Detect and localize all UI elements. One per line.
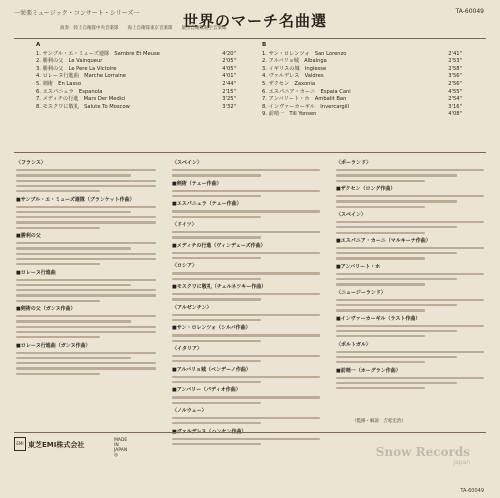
text-line — [172, 298, 261, 300]
text-line — [336, 200, 457, 202]
text-line — [336, 382, 457, 384]
text-line — [336, 226, 457, 228]
track-duration: 2'53" — [448, 58, 462, 65]
text-line — [336, 356, 457, 358]
track-duration: 3'16" — [448, 103, 462, 110]
track-row — [36, 104, 236, 112]
text-line — [16, 242, 156, 244]
side-b-label: B — [262, 42, 267, 48]
note-heading: ■エスパニア・カーニ（マルキーナ作曲） — [336, 237, 431, 244]
text-line — [172, 402, 261, 404]
note-heading: 〈イタリア〉 — [172, 345, 203, 352]
track-row — [36, 58, 236, 66]
liner-notes-column-2 — [172, 158, 320, 435]
text-line — [16, 169, 156, 171]
label-brand: 東芝EMI株式会社 — [28, 441, 85, 449]
text-line — [336, 206, 425, 208]
text-line — [172, 293, 320, 295]
text-line — [16, 221, 156, 223]
note-heading: ■ザクセン（ロング作曲） — [336, 185, 396, 192]
watermark-country: japan — [453, 459, 470, 466]
watermark — [376, 445, 470, 466]
note-heading: 〈フランス〉 — [16, 160, 46, 166]
track-duration: 2'54" — [448, 96, 462, 103]
text-line — [172, 169, 320, 171]
text-line — [336, 304, 457, 306]
text-line — [16, 263, 100, 265]
track-title: 5. 剣術 En Lasso — [36, 80, 82, 87]
track-title: 7. メディチの行進 Mars Der Medici — [36, 96, 126, 103]
track-duration: 2'41" — [448, 50, 462, 57]
text-line — [172, 319, 261, 321]
note-heading: ■剣術（テュー作曲） — [172, 180, 222, 187]
note-heading: 〈ニュージーランド〉 — [336, 289, 386, 296]
track-duration: 2'15" — [222, 88, 236, 95]
text-line — [172, 190, 320, 192]
text-line — [16, 315, 156, 317]
text-line — [336, 361, 425, 363]
track-duration: 4'55" — [448, 88, 462, 95]
note-heading: 〈ドイツ〉 — [172, 221, 197, 228]
note-heading: ■サン・ロレンツォ（シルバ作曲） — [172, 325, 251, 332]
text-line — [16, 247, 131, 249]
text-line — [336, 221, 484, 223]
track-row — [36, 81, 236, 89]
text-line — [172, 252, 320, 254]
text-line — [172, 195, 261, 197]
text-line — [172, 210, 320, 212]
series-label: 一栄楽ミュージック・コンサート・シリーズ一 — [14, 10, 140, 17]
text-line — [172, 443, 261, 445]
track-title: 7. アンバリート・ホ Ambalit Ban — [262, 96, 347, 103]
text-line — [172, 334, 320, 336]
text-line — [16, 300, 100, 302]
track-duration: 4'05" — [222, 65, 236, 72]
text-line — [16, 331, 156, 333]
text-line — [16, 357, 131, 359]
track-duration: 3'32" — [222, 103, 236, 110]
divider — [14, 38, 486, 39]
track-row — [262, 111, 462, 119]
made-in-japan: MADE IN JAPAN ◎ — [114, 438, 128, 458]
track-row — [36, 73, 236, 81]
text-line — [16, 174, 131, 176]
text-line — [16, 216, 156, 218]
note-heading: ■勝利の父 — [16, 233, 41, 239]
track-title: 3. 勝利の父 Le Pere La Victoire — [36, 65, 117, 72]
track-title: 1. サンブル・エ・ミューズ連隊 Sambre Et Meuse — [36, 50, 160, 57]
text-line — [16, 294, 156, 296]
note-heading: ■ヴァルデレス（ハンセン作曲） — [172, 428, 247, 435]
text-line — [336, 180, 425, 182]
text-line — [336, 232, 425, 234]
note-heading: 〈ポルトガル〉 — [336, 341, 371, 348]
text-line — [16, 206, 156, 208]
track-title: 2. 勝利の父 Le Vainqueur — [36, 58, 103, 65]
text-line — [16, 336, 100, 338]
note-heading: 〈スペイン〉 — [172, 160, 203, 166]
text-line — [16, 190, 100, 192]
text-line — [336, 278, 457, 280]
performers-line: 演奏：陸上自衛隊中央音楽隊 海上自衛隊東京音楽隊 航空自衛隊航空音楽隊 — [60, 26, 227, 31]
text-line — [336, 169, 484, 171]
note-heading: 〈ポーランド〉 — [336, 160, 372, 166]
note-heading: 〈アルゼンチン〉 — [172, 304, 212, 311]
note-heading: 〈ノルウェー〉 — [172, 407, 207, 414]
note-heading: ■エスパニェラ（テュー作曲） — [172, 201, 242, 208]
note-heading: ■インヴァーカーギル（ラスト作曲） — [336, 315, 421, 322]
text-line — [16, 227, 100, 229]
text-line — [172, 257, 261, 259]
note-heading: ■剣術の父（ガンヌ作曲） — [16, 306, 76, 312]
text-line — [16, 211, 131, 213]
text-line — [172, 360, 261, 362]
text-line — [16, 258, 156, 260]
text-line — [172, 278, 261, 280]
text-line — [172, 314, 320, 316]
liner-notes-column-1 — [16, 158, 156, 426]
text-line — [16, 367, 156, 369]
text-line — [16, 185, 156, 187]
text-line — [16, 253, 156, 255]
note-heading: ■ロレーヌ行進曲 — [16, 269, 56, 276]
note-heading: 〈ロシア〉 — [172, 263, 198, 270]
note-heading: ■アンバリー（パディオ作曲） — [172, 387, 241, 394]
label-logo-icon: EMI — [14, 437, 26, 451]
track-title: 6. エスパニア・カーニ Espaia Cani — [262, 88, 351, 95]
credit-line: （監修・解説 吉松宏治） — [352, 419, 406, 424]
text-line — [172, 376, 320, 378]
text-line — [336, 252, 457, 254]
watermark-name: Snow Records — [375, 445, 470, 459]
footer — [14, 438, 128, 458]
track-title: 5. ザクセン Zaxonia — [262, 80, 316, 87]
text-line — [336, 351, 484, 353]
text-line — [336, 247, 484, 249]
note-heading: ■モスクワに敬礼（チェルネツキー作曲） — [172, 283, 267, 290]
text-line — [16, 373, 100, 375]
text-line — [172, 272, 320, 274]
text-line — [336, 377, 484, 379]
track-title: 3. イギリスの城 Inglesse — [262, 65, 327, 72]
text-line — [336, 387, 425, 389]
text-line — [336, 325, 484, 327]
track-row — [262, 81, 462, 89]
track-title: 6. エスパニェラ Espanola — [36, 88, 103, 95]
side-a-tracklist — [36, 42, 236, 148]
track-duration: 2'05" — [222, 58, 236, 65]
text-line — [336, 283, 425, 285]
note-heading: ■アルバリョ城（ベンデーノ作曲） — [172, 366, 251, 373]
track-row — [36, 96, 236, 104]
text-line — [336, 330, 457, 332]
liner-notes-column-3 — [336, 158, 484, 426]
text-line — [16, 284, 131, 286]
track-row — [262, 58, 462, 66]
text-line — [172, 422, 261, 424]
track-title: 8. モスクワに敬礼 Salute To Moscow — [36, 103, 130, 110]
text-line — [336, 273, 484, 275]
note-heading: ■アンバリート・ホ — [336, 263, 381, 270]
text-line — [172, 174, 261, 176]
bottom-catalog-number: TA-60049 — [460, 488, 484, 494]
text-line — [172, 396, 320, 398]
text-line — [336, 335, 425, 337]
text-line — [336, 299, 484, 301]
note-heading: ■ロレーヌ行進曲（ガンヌ作曲） — [16, 342, 91, 349]
text-line — [16, 352, 156, 354]
side-a-label: A — [36, 42, 41, 48]
text-line — [172, 381, 261, 383]
text-line — [336, 309, 425, 311]
track-title: 8. インヴァーカーギル Invercargill — [262, 103, 350, 110]
text-line — [16, 320, 131, 322]
note-heading: ■前哨一（ホーグラン作曲） — [336, 367, 401, 374]
track-duration: 4'08" — [448, 111, 462, 118]
text-line — [172, 216, 261, 218]
track-duration: 2'56" — [448, 80, 462, 87]
note-heading: ■サンブル・エ・ミューズ連隊（ブランケット作曲） — [16, 196, 135, 203]
catalog-number: TA-60049 — [455, 8, 484, 15]
track-duration: 2'58" — [448, 65, 462, 72]
track-duration: 3'25" — [222, 96, 236, 103]
track-title: 9. 前哨一 Till Yonsen — [262, 111, 317, 118]
track-title: 2. アルバリョ城 Albalnga — [262, 58, 327, 65]
album-title: 世界のマーチ名曲選 — [182, 12, 327, 30]
text-line — [172, 340, 261, 342]
text-line — [336, 174, 457, 176]
text-line — [336, 195, 484, 197]
text-line — [16, 326, 156, 328]
text-line — [172, 231, 320, 233]
note-heading: 〈スペイン〉 — [336, 211, 367, 218]
text-line — [16, 362, 156, 364]
text-line — [172, 236, 261, 238]
text-line — [16, 279, 156, 281]
divider — [14, 152, 486, 153]
side-b-items — [262, 51, 462, 119]
track-row — [262, 73, 462, 81]
track-duration: 4'20" — [222, 50, 236, 57]
track-duration: 2'44" — [222, 80, 236, 87]
text-line — [172, 438, 320, 440]
track-title: 1. サン・ロレンツォ San Lorenzo — [262, 50, 347, 57]
text-line — [16, 289, 156, 291]
note-heading: ■メディチの行進（ヴィンデェーズ作曲） — [172, 242, 266, 249]
track-duration: 4'01" — [222, 73, 236, 80]
track-title: 4. ヴァルデレス Valdres — [262, 73, 324, 80]
track-row — [262, 96, 462, 104]
text-line — [172, 355, 320, 357]
text-line — [336, 257, 425, 259]
divider — [14, 432, 486, 433]
side-b-tracklist — [262, 42, 462, 148]
track-title: 4. ロレーヌ行進曲 Marche Lorraine — [36, 73, 126, 80]
track-duration: 3'56" — [448, 73, 462, 80]
side-a-items — [36, 51, 236, 112]
text-line — [16, 180, 156, 182]
text-line — [172, 417, 320, 419]
